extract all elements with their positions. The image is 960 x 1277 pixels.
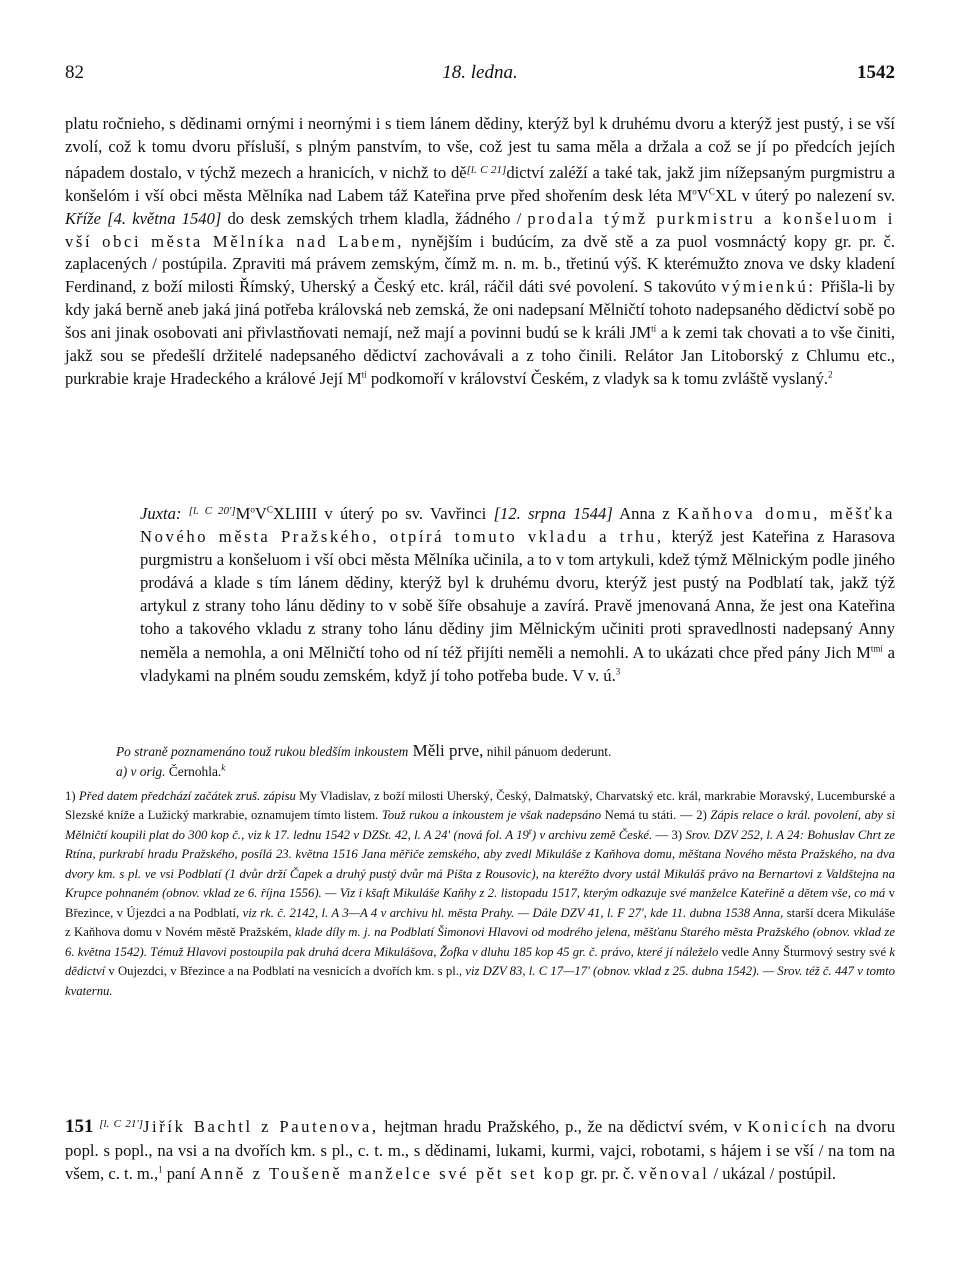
footnote-plain: vedle Anny Šturmový sestry své — [718, 944, 887, 959]
footnote-italic: Srov. DZV 252, l. A 24: Bohuslav Chrt ze Rtína, purkrabí hradu Pražského, posílá 23. května 1516 Jana měřiče zemského, aby zvedl Mikuláše z Kaňhova domu, měštana Nového města Pražského, na dva dvory km. s pl. ve vsi Podblatí (1 dvůr drží Čapek a druhý pustý dvůr má Pišta z Rousovic), na kteréžto dvory ustál Mikuláš právo na Bernartovi z Valdštejna na Krupce pohnaném (obnov. vklad ze 6. října 1556). — Viz i kšaft Mikuláše Kaňhy z 2. listopadu 1517, kterým odkazuje své manželce Kateřině a dětem vše, co má — [65, 827, 895, 901]
text-run: a vladykami na plném soudu zemském, když jí toho potřeba bude. V v. ú. — [140, 642, 896, 685]
footnote-italic: viz rk. č. 2142, l. A 3—A 4 v archivu hl. města Prahy. — Dále DZV 41, l. F 27', kde 11. dubna 1538 Anna, — [239, 905, 784, 920]
footnote-italic: Před datem předchází začátek zruš. zápisu — [75, 789, 296, 803]
superscript: o — [692, 186, 697, 197]
header-date: 18. ledna. — [442, 62, 518, 83]
footnote-number: 2) — [696, 808, 707, 823]
text-run: hejtman hradu Pražského, p., že na dědictví svém, v — [378, 1117, 748, 1136]
italic-date: [12. srpna 1544] — [493, 504, 613, 523]
text-run: platu ročnieho, s dědinami ornými i neornými i s tiem lánem dědiny, kterýž byl k druhému dvoru a kterýž jest pustý, i se vší zvolí, což k tomu dvoru přísluší, s plným panstvím, to vše, což jest tu sama měla a držala a což se jí po předcích jejích nápadem dostalo, v týchž mezech a hranicích, v nichž to dě — [65, 114, 895, 182]
footnote-plain: v Březince, v Újezdci a na Podblatí, — [65, 886, 895, 920]
entry-number: 151 — [65, 1116, 94, 1137]
superscript: C — [266, 504, 273, 515]
spaced-text: věnoval — [638, 1164, 710, 1184]
footnote-italic: viz DZV 83, l. C 17—17' (obnov. vklad z 25. dubna 1542). — Srov. též č. 447 v tomto kvaternu. — [65, 964, 895, 998]
footnote-italic: ) v archivu země České. — [531, 827, 653, 842]
footnote-plain: v Oujezdci, v Březince a na Podblatí na vesnicích a dvořích km. s pl., — [105, 964, 463, 979]
text-run: / ukázal / postúpil. — [709, 1164, 837, 1184]
footnote-italic: Zápis relace o král. povolení, aby si Mělničtí koupili plat do 300 kop č., viz k 17. lednu 1542 v DZSt. 42, l. A 24' (nová fol. A 19 — [65, 808, 895, 842]
juxta-label: Juxta: — [140, 504, 182, 523]
superscript: tmí — [870, 643, 883, 654]
footnote-list — [65, 787, 895, 1001]
superscript: tí — [361, 369, 367, 380]
footnote-italic: Touž rukou a inkoustem je však nadepsáno — [378, 808, 602, 823]
folio-reference: [l. C 21'] — [99, 1118, 143, 1130]
marginal-note — [116, 742, 895, 761]
text-run: M — [235, 504, 251, 523]
note-plain: Černohla. — [165, 764, 222, 779]
text-run: gr. pr. č. — [576, 1164, 639, 1184]
spaced-text: Jiřík Bachtl z Pautenova, — [142, 1117, 379, 1136]
spaced-text: Anně z Toušeně manželce své pět set kop — [199, 1164, 577, 1184]
note-plain: nihil pánuom dederunt. — [483, 744, 612, 759]
superscript: C — [708, 186, 715, 197]
footnote-plain: starší dcera Mikuláše z Kaňhova domu v Novém městě Pražském, — [65, 905, 895, 940]
superscript: r — [528, 825, 532, 836]
footnote-plain: My Vladislav, z boží milosti Uherský, Český, Dalmatský, Charvatský etc. král, markrabie Moravský, Lucemburské a Slezské kníže a Lužický markrabie, oznamujem tímto listem. — [65, 789, 895, 823]
footnote-marker: 1 — [158, 1164, 163, 1175]
text-run: podkomoří v království Českém, z vladyk sa k tomu zvláště vyslaný. — [366, 368, 829, 388]
entry-151 — [65, 1113, 895, 1186]
text-run: paní — [162, 1164, 200, 1184]
page-number: 82 — [65, 62, 84, 83]
spaced-text: prodala týmž purkmistru a konšeluom i vší obci města Mělníka nad Labem, — [65, 208, 895, 251]
spaced-text: Konicích — [747, 1117, 830, 1136]
note-italic: a) v orig. — [116, 764, 166, 779]
folio-reference: [l. C 21] — [466, 163, 507, 176]
text-run: XLIIII v úterý po sv. Vavřinci — [272, 504, 494, 523]
text-run: Přišla-li by kdy jaká berně aneb jaká jiná potřeba královská neb zemská, že oni nadepsaní Mělničtí tohoto nadepsaného dědictví sobě po šos ani jinak osobovati ani přivlastňovati nemají, než mají a povinni budú se k králi JM — [65, 277, 896, 343]
superscript: o — [250, 504, 255, 515]
footnote-marker: 3 — [615, 666, 621, 677]
spaced-text: výmienkú: — [721, 277, 816, 297]
header-year: 1542 — [857, 62, 895, 83]
note-italic: Po straně poznamenáno touž rukou bledším inkoustem — [116, 744, 409, 759]
spaced-text: Kaňhova domu, měšťka Nového města Pražského, otpírá tomuto vkladu a trhu, — [140, 504, 895, 547]
text-run: Anna z — [612, 504, 678, 523]
text-run: V — [696, 185, 709, 205]
footnote-separator: — — [676, 808, 697, 823]
text-run: dictví zaléží a také tak, jakž jim nížepsaným purgmistru a konšelóm i vší obci města Mělníka nad Labem táž Kateřina prve před shořením desk léta M — [65, 162, 895, 205]
footnote-number: 1) — [65, 789, 76, 803]
footnote-number: 3) — [671, 827, 683, 842]
italic-date: Kříže [4. května 1540] — [65, 208, 222, 228]
footnote-marker: 2 — [828, 369, 833, 380]
text-run: na dvoru popl. s popl., na vsi a na dvořích km. s pl., c. t. m., s dědinami, lukami, kurmi, vajci, robotami, s hájem i se vší / na tom na všem, c. t. m., — [65, 1117, 895, 1184]
footnote-italic: klade díly m. j. na Podblatí Šimonovi Hlavovi od modrého jelena, měšťanu Starého města Pražského (obnov. vklad ze 6. května 1542). Témuž Hlavovi postoupila pak druhá dcera Mikulášova, Žofka v dluhu 185 kop 45 gr. č. právo, které jí náleželo — [65, 925, 895, 959]
text-run: do desk zemských trhem kladla, žádného / — [221, 208, 528, 228]
main-text — [65, 113, 895, 391]
folio-reference: [l. C 20'] — [188, 505, 236, 517]
footnote-plain: Nemá tu státi. — [601, 808, 677, 823]
juxta-paragraph — [140, 500, 895, 687]
text-run: a k zemi tak chovati a to vše činiti, jakž sou se předešlí držitelé nadepsaného dědictví zachovávali a z toho činili. Relátor Jan Litoborský z Chlumu etc., purkrabie kraje Hradeckého a králové Její M — [65, 323, 895, 388]
footnote-separator: — — [652, 827, 672, 842]
superscript: k — [221, 762, 226, 773]
text-run: nynějším i budúcím, za dvě stě a za puol vosmnáctý kopy gr. pr. č. zaplacených / postúpila. Zpraviti má právem zemským, čímž m. n. m. b., třetinú výš. K kterémužto znova ve dsky kladení Ferdinand, z boží milosti Římský, Uherský a Český etc. král, ráčil dáti své povolení. S takovúto — [65, 231, 895, 297]
textual-note — [116, 763, 895, 781]
text-run: XL v úterý po nalezení sv. — [714, 185, 895, 205]
footnote-italic: k dědictví — [65, 944, 895, 979]
footnotes — [65, 787, 895, 1001]
note-quote: Měli prve, — [408, 741, 484, 760]
running-header — [65, 62, 895, 88]
text-run: V — [254, 504, 267, 523]
superscript: tí — [651, 323, 657, 334]
text-run: kterýž jest Kateřina z Harasova purgmistru a konšeluom i vší obci města Mělníka učinila, a to v tom artykuli, kdež týmž Mělnickým podle jiného prodává a klade s tím lánem dědiny, kterýž byl k druhému dvoru, kterýž jest pustý na Podblatí tak, jakž týž artykul z strany toho lánu dědiny to v sobě šíře obsahuje a zavírá. Pravě jmenovaná Anna, že jest ona Kateřina toho a takového vkladu z strany toho lánu dědiny jim Mělnickým učiniti proti spravedlnosti nadepsaný Anny neměla a nemohla, a oni Mělničtí toho od ní též přijíti neměli a nemohli. A to ukázati chce před pány Jich M — [140, 527, 895, 662]
